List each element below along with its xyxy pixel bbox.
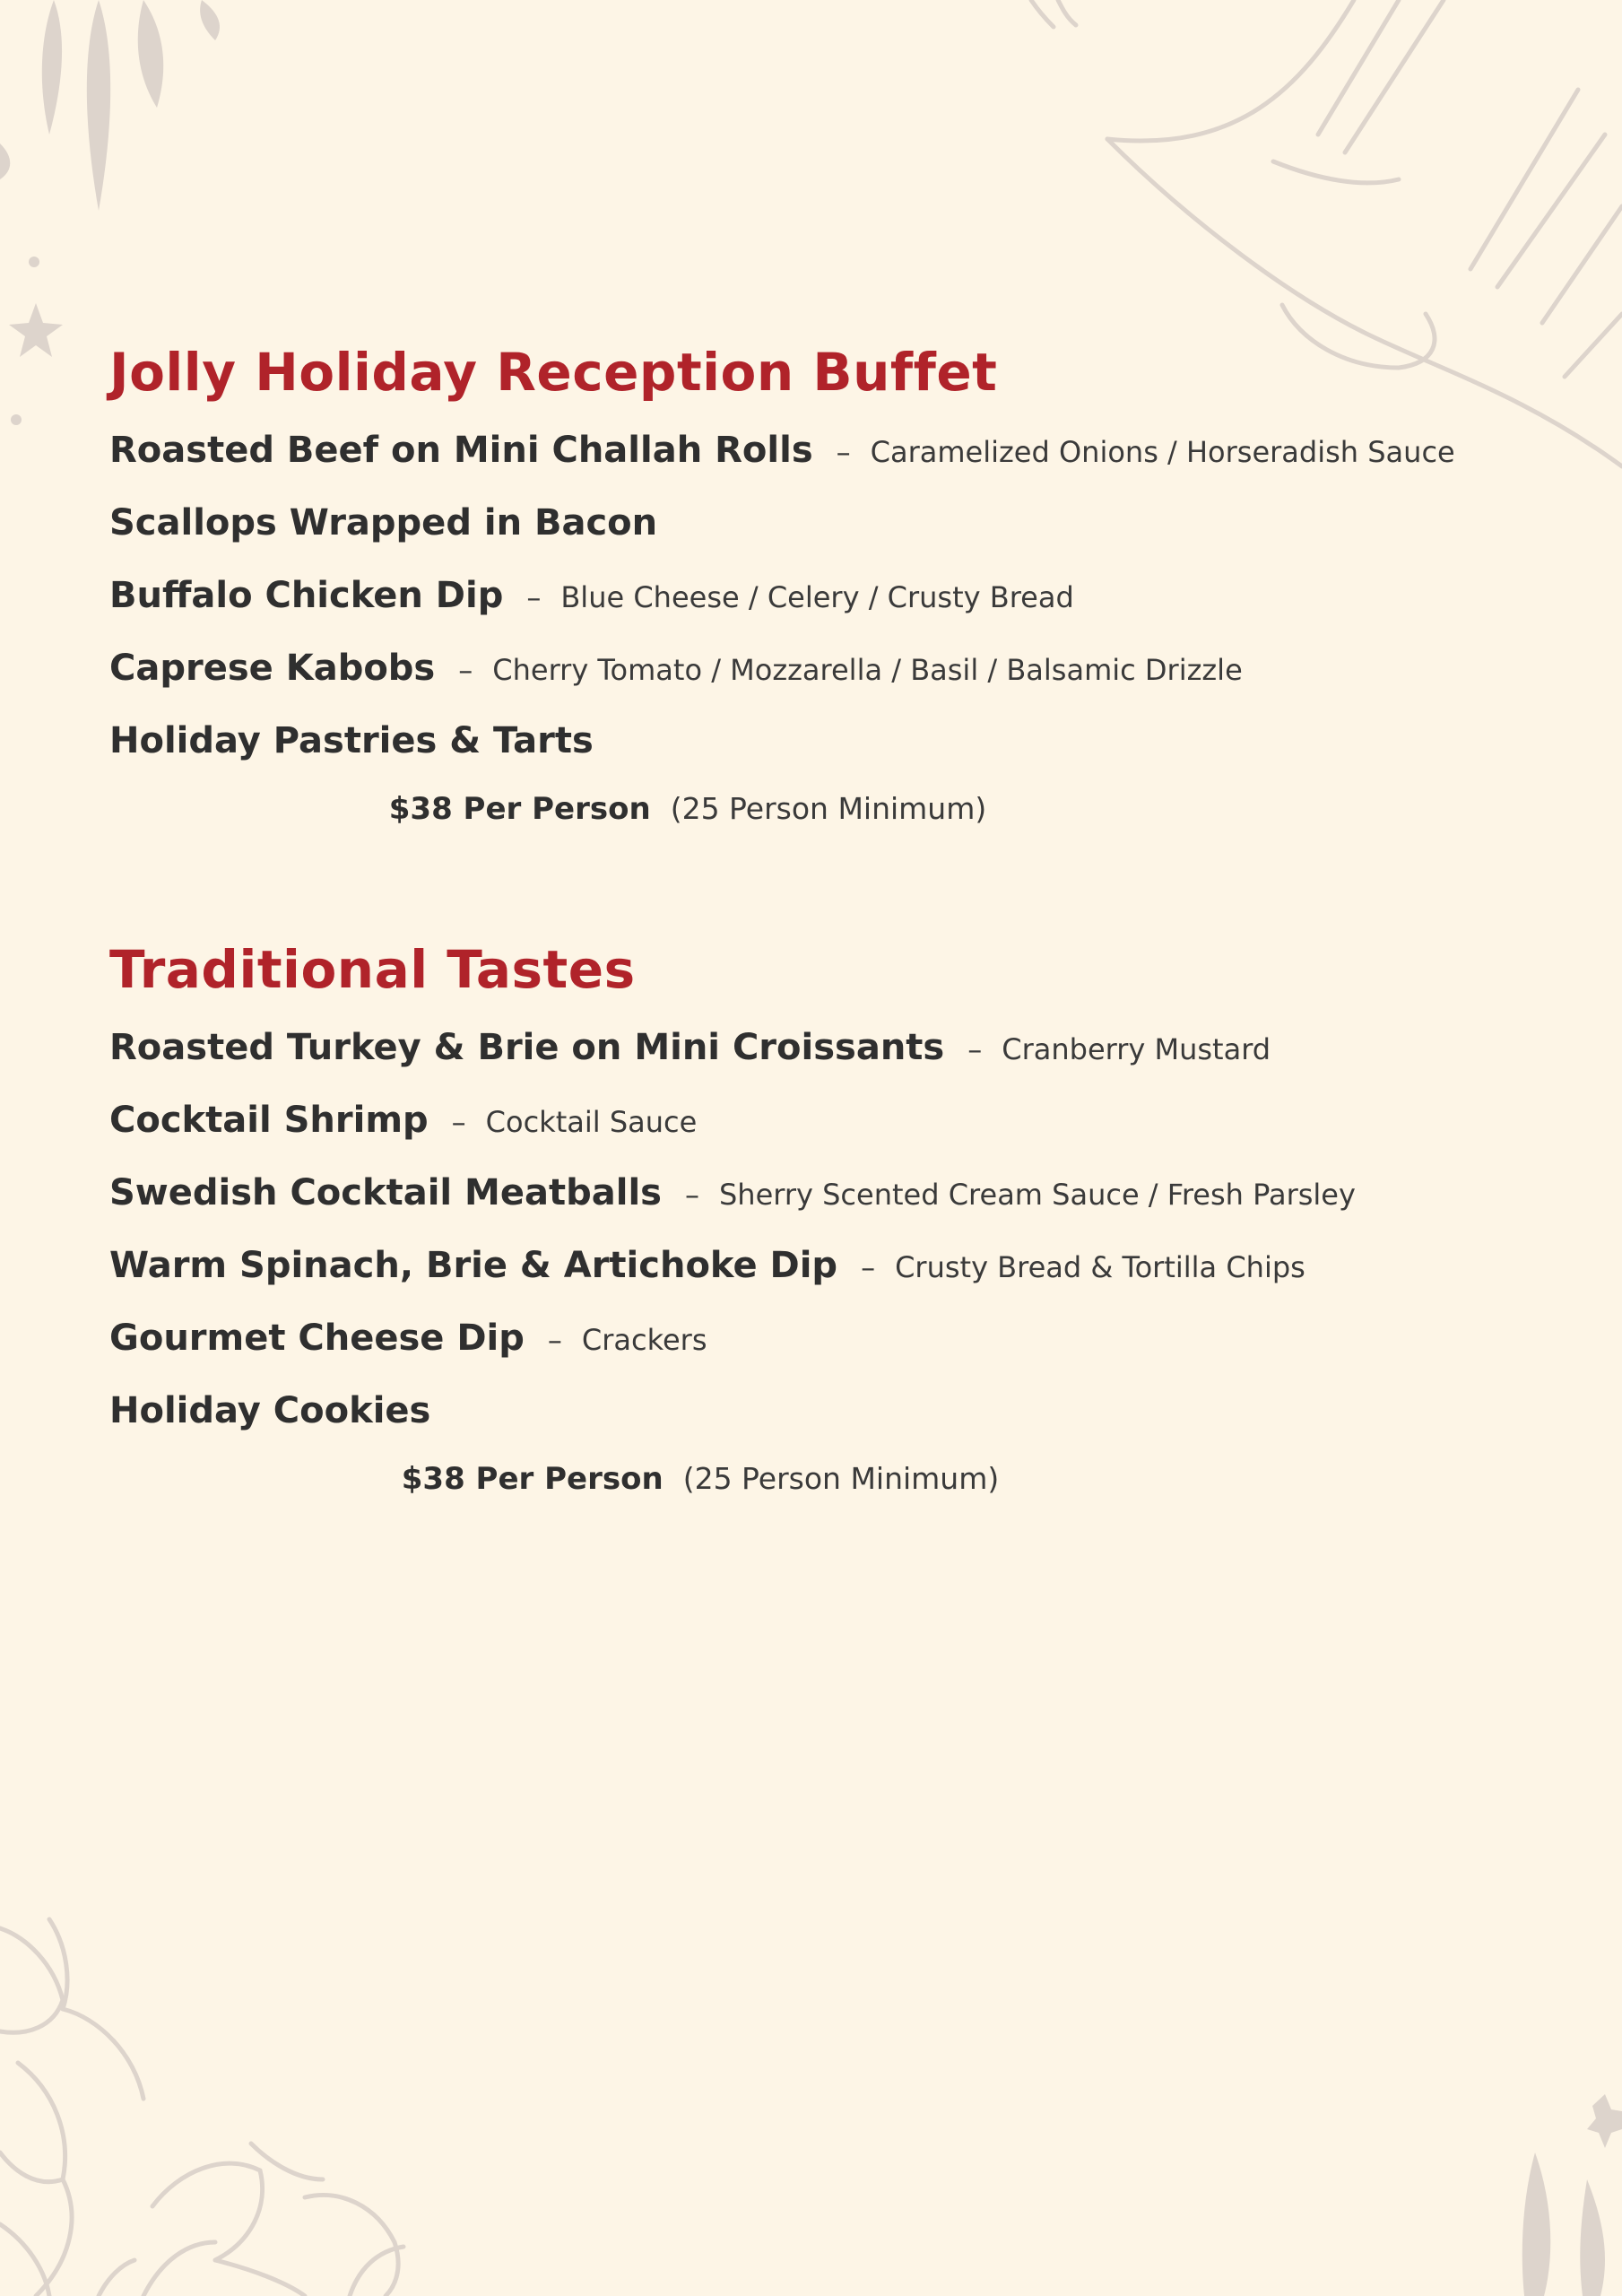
minimum-note: (25 Person Minimum) bbox=[682, 1461, 1000, 1496]
menu-item-description: Cocktail Sauce bbox=[485, 1105, 698, 1139]
price-line bbox=[0, 778, 1375, 840]
menu-section-traditional-tastes bbox=[109, 938, 1454, 1510]
menu-item bbox=[109, 1375, 1454, 1448]
menu-item-description: Cherry Tomato / Mozzarella / Basil / Balsamic Drizzle bbox=[492, 653, 1243, 687]
minimum-note: (25 Person Minimum) bbox=[670, 791, 987, 826]
menu-item bbox=[109, 414, 1454, 487]
menu-item-dash: – bbox=[547, 1323, 562, 1357]
menu-section-jolly-holiday bbox=[109, 341, 1454, 840]
menu-list bbox=[109, 414, 1454, 778]
menu-item bbox=[109, 705, 1454, 778]
star-icon bbox=[1587, 2094, 1622, 2148]
menu-item-dash: – bbox=[861, 1250, 876, 1284]
section-title: Traditional Tastes bbox=[109, 939, 636, 1000]
menu-item-name: Warm Spinach, Brie & Artichoke Dip bbox=[109, 1245, 838, 1286]
menu-item-dash: – bbox=[967, 1032, 983, 1066]
menu-item bbox=[109, 1302, 1454, 1375]
price: $38 Per Person bbox=[401, 1461, 664, 1497]
menu-item-name: Swedish Cocktail Meatballs bbox=[109, 1172, 662, 1213]
menu-item-name: Cocktail Shrimp bbox=[109, 1100, 429, 1141]
menu-item-description: Sherry Scented Cream Sauce / Fresh Parsley bbox=[718, 1178, 1356, 1212]
menu-item-name: Roasted Turkey & Brie on Mini Croissants bbox=[109, 1027, 945, 1068]
menu-item-dash: – bbox=[684, 1178, 699, 1212]
menu-item-name: Roasted Beef on Mini Challah Rolls bbox=[109, 430, 813, 471]
star-icon bbox=[9, 257, 63, 425]
menu-item bbox=[109, 632, 1454, 705]
menu-item-description: Caramelized Onions / Horseradish Sauce bbox=[870, 435, 1455, 469]
menu-item bbox=[109, 1012, 1454, 1084]
menu-item bbox=[109, 487, 1454, 560]
menu-item-description: Blue Cheese / Celery / Crusty Bread bbox=[560, 580, 1074, 614]
menu-item-name: Gourmet Cheese Dip bbox=[109, 1318, 525, 1359]
menu-item-description: Crusty Bread & Tortilla Chips bbox=[895, 1250, 1305, 1284]
menu-item-name: Caprese Kabobs bbox=[109, 648, 436, 689]
menu-item-dash: – bbox=[451, 1105, 466, 1139]
price: $38 Per Person bbox=[388, 791, 651, 827]
poinsettia-icon bbox=[0, 1919, 403, 2296]
menu-item-dash: – bbox=[836, 435, 851, 469]
menu-item-description: Cranberry Mustard bbox=[1002, 1032, 1271, 1066]
leaf-branch-icon bbox=[1522, 2152, 1605, 2296]
menu-item bbox=[109, 1230, 1454, 1302]
menu-item-name: Holiday Cookies bbox=[109, 1390, 431, 1431]
menu-item-name: Buffalo Chicken Dip bbox=[109, 575, 504, 616]
menu-item bbox=[109, 560, 1454, 632]
menu-item-description: Crackers bbox=[581, 1323, 707, 1357]
menu-item bbox=[109, 1157, 1454, 1230]
menu-list bbox=[109, 1012, 1454, 1448]
section-title: Jolly Holiday Reception Buffet bbox=[109, 342, 998, 403]
leaf-branch-icon bbox=[0, 0, 220, 211]
menu-item-dash: – bbox=[458, 653, 473, 687]
price-line bbox=[13, 1448, 1388, 1510]
menu-item-dash: – bbox=[526, 580, 542, 614]
menu-item bbox=[109, 1084, 1454, 1157]
menu-item-name: Scallops Wrapped in Bacon bbox=[109, 502, 658, 544]
menu-item-name: Holiday Pastries & Tarts bbox=[109, 720, 594, 761]
